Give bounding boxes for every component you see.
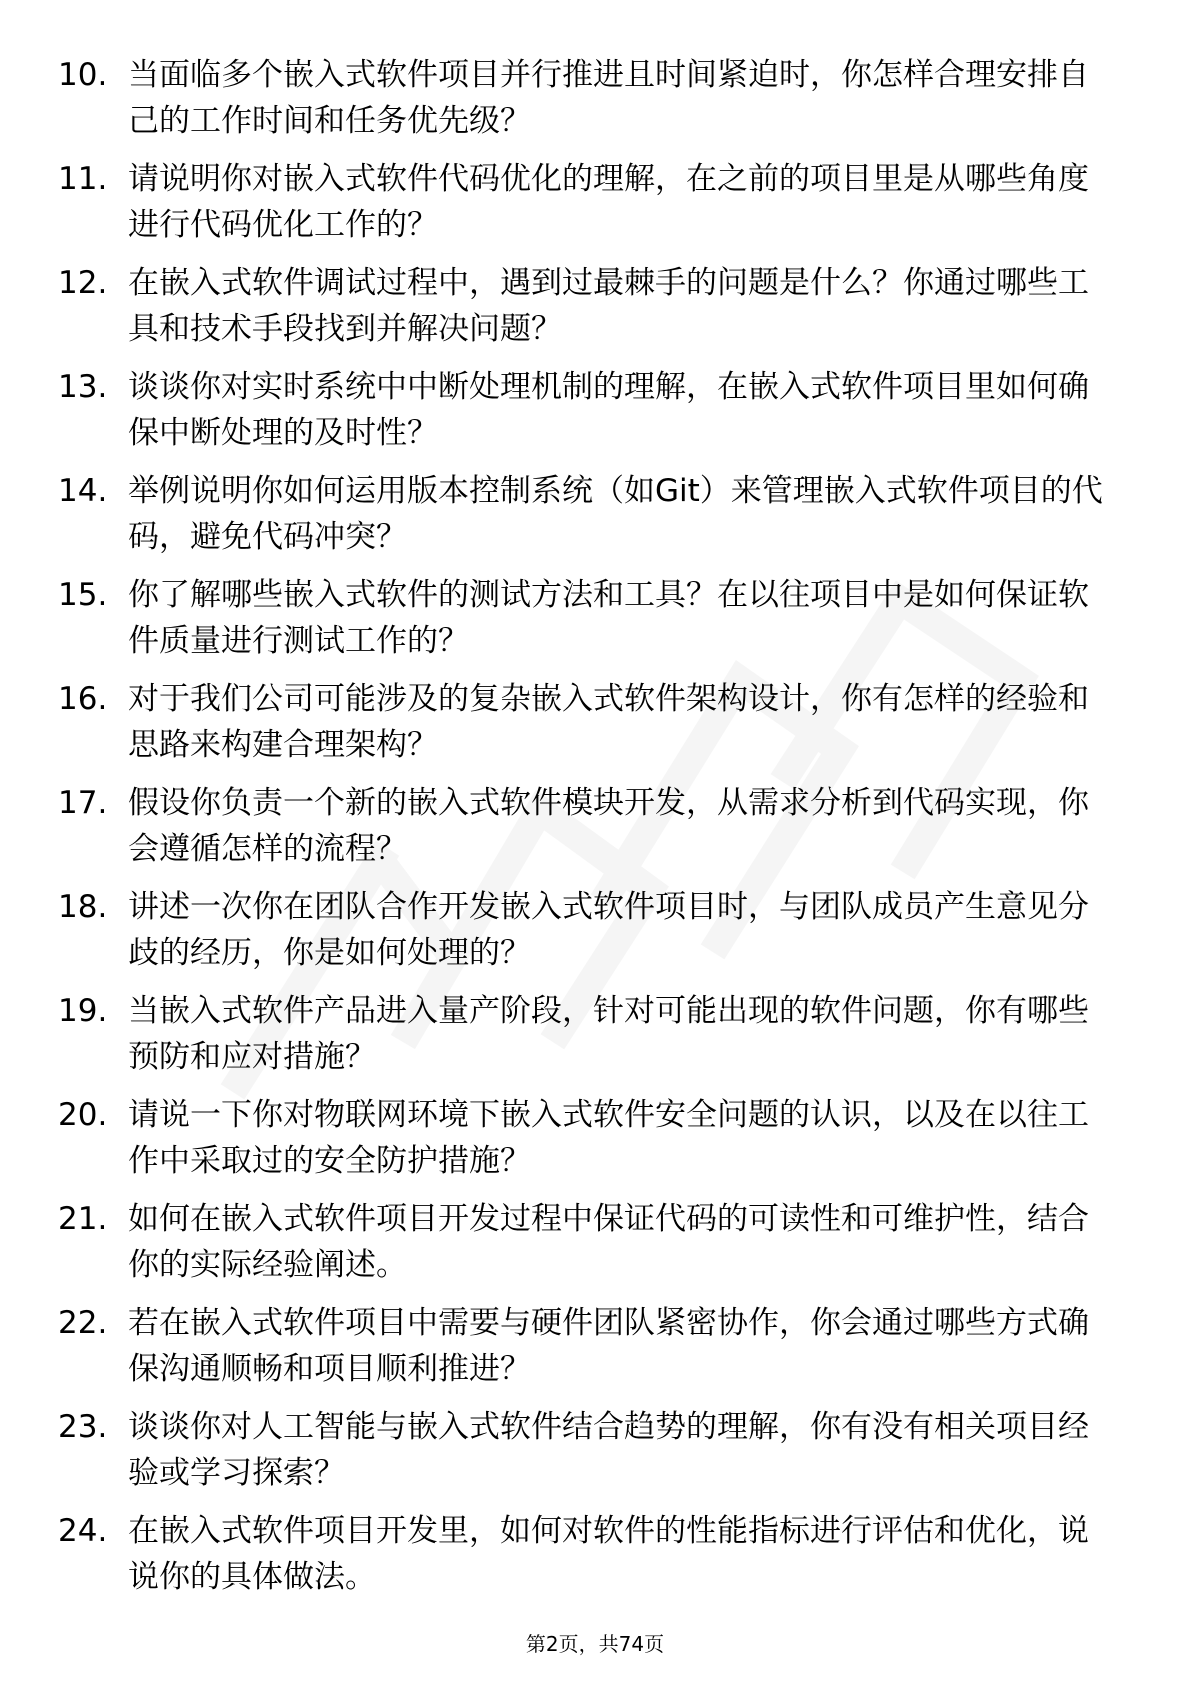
question-text: 举例说明你如何运用版本控制系统（如Git）来管理嵌入式软件项目的代码，避免代码冲突？ xyxy=(128,473,1103,555)
question-number: 20. xyxy=(58,1097,108,1133)
question-item xyxy=(58,1196,1118,1300)
question-number: 12. xyxy=(58,265,108,301)
question-text: 请说明你对嵌入式软件代码优化的理解，在之前的项目里是从哪些角度进行代码优化工作的？ xyxy=(128,161,1089,243)
question-text: 讲述一次你在团队合作开发嵌入式软件项目时，与团队成员产生意见分歧的经历，你是如何处理的？ xyxy=(128,889,1089,971)
question-text: 谈谈你对人工智能与嵌入式软件结合趋势的理解，你有没有相关项目经验或学习探索？ xyxy=(128,1409,1089,1491)
question-number: 13. xyxy=(58,369,108,405)
question-text: 如何在嵌入式软件项目开发过程中保证代码的可读性和可维护性，结合你的实际经验阐述。 xyxy=(128,1201,1089,1283)
question-item xyxy=(58,260,1118,364)
question-number: 18. xyxy=(58,889,108,925)
question-text: 若在嵌入式软件项目中需要与硬件团队紧密协作，你会通过哪些方式确保沟通顺畅和项目顺利推进？ xyxy=(128,1305,1089,1387)
question-item xyxy=(58,1300,1118,1404)
question-item xyxy=(58,52,1118,156)
question-number: 19. xyxy=(58,993,108,1029)
question-number: 14. xyxy=(58,473,108,509)
question-item xyxy=(58,1508,1118,1612)
question-number: 15. xyxy=(58,577,108,613)
question-item xyxy=(58,156,1118,260)
page-footer xyxy=(0,1630,1190,1658)
question-number: 24. xyxy=(58,1513,108,1549)
question-item xyxy=(58,780,1118,884)
question-number: 21. xyxy=(58,1201,108,1237)
question-text: 对于我们公司可能涉及的复杂嵌入式软件架构设计，你有怎样的经验和思路来构建合理架构？ xyxy=(128,681,1089,763)
question-number: 10. xyxy=(58,57,108,93)
question-text: 当嵌入式软件产品进入量产阶段，针对可能出现的软件问题，你有哪些预防和应对措施？ xyxy=(128,993,1089,1075)
question-text: 当面临多个嵌入式软件项目并行推进且时间紧迫时，你怎样合理安排自己的工作时间和任务优先级？ xyxy=(128,57,1089,139)
question-number: 16. xyxy=(58,681,108,717)
question-item xyxy=(58,676,1118,780)
question-text: 在嵌入式软件调试过程中，遇到过最棘手的问题是什么？你通过哪些工具和技术手段找到并解决问题？ xyxy=(128,265,1089,347)
question-number: 23. xyxy=(58,1409,108,1445)
question-text: 请说一下你对物联网环境下嵌入式软件安全问题的认识，以及在以往工作中采取过的安全防护措施？ xyxy=(128,1097,1089,1179)
question-item xyxy=(58,884,1118,988)
question-number: 11. xyxy=(58,161,108,197)
question-item xyxy=(58,468,1118,572)
question-item xyxy=(58,364,1118,468)
question-text: 谈谈你对实时系统中中断处理机制的理解，在嵌入式软件项目里如何确保中断处理的及时性？ xyxy=(128,369,1089,451)
question-text: 假设你负责一个新的嵌入式软件模块开发，从需求分析到代码实现，你会遵循怎样的流程？ xyxy=(128,785,1089,867)
question-text: 在嵌入式软件项目开发里，如何对软件的性能指标进行评估和优化，说说你的具体做法。 xyxy=(128,1513,1089,1595)
question-item xyxy=(58,1404,1118,1508)
question-text: 你了解哪些嵌入式软件的测试方法和工具？在以往项目中是如何保证软件质量进行测试工作的？ xyxy=(128,577,1089,659)
question-item xyxy=(58,1092,1118,1196)
question-number: 22. xyxy=(58,1305,108,1341)
question-item xyxy=(58,572,1118,676)
question-number: 17. xyxy=(58,785,108,821)
question-list xyxy=(58,52,1118,1612)
page-number-label: 第2页，共74页 xyxy=(525,1632,665,1656)
question-item xyxy=(58,988,1118,1092)
